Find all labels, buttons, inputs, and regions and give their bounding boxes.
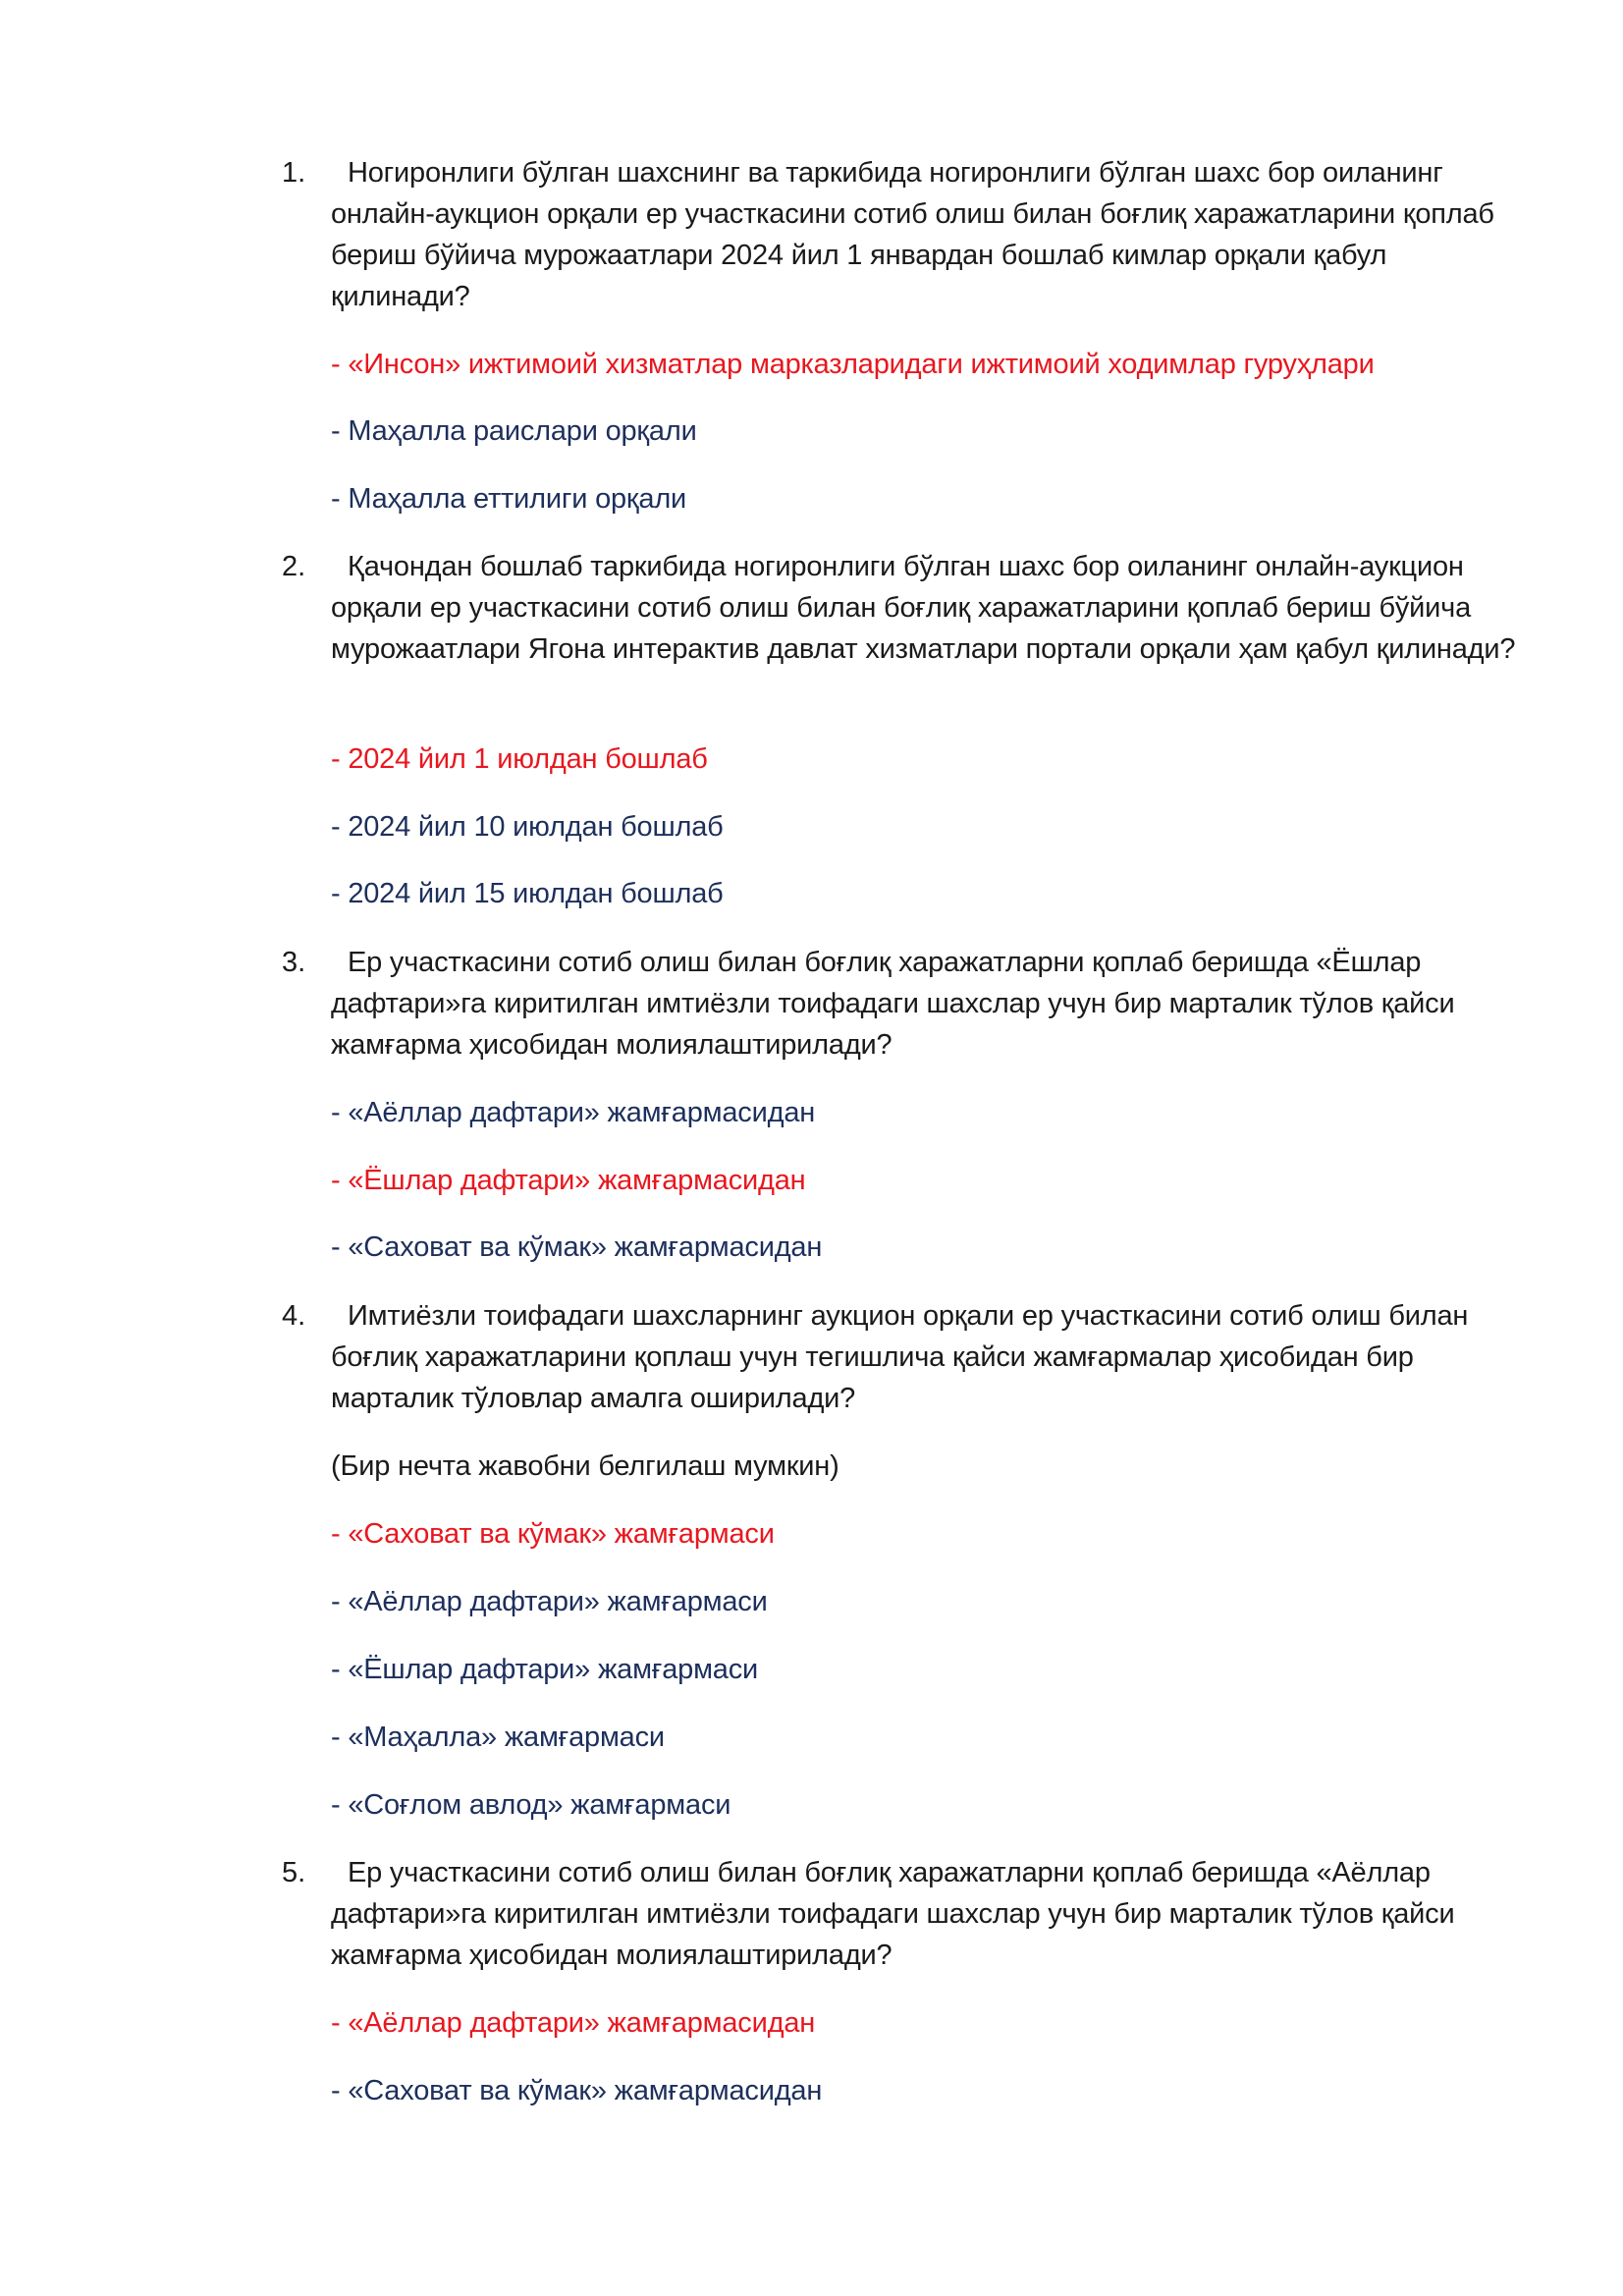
question-number: 1. bbox=[282, 157, 306, 189]
answer-option: - «Маҳалла» жамғармаси bbox=[331, 1722, 665, 1753]
answer-option-correct: - «Аёллар дафтари» жамғармасидан bbox=[331, 2007, 816, 2039]
question-number: 2. bbox=[282, 551, 306, 582]
question-number: 4. bbox=[282, 1300, 306, 1332]
answer-option-correct: - «Саховат ва кўмак» жамғармаси bbox=[331, 1518, 775, 1550]
question-number: 5. bbox=[282, 1857, 306, 1888]
question-note: (Бир нечта жавобни белгилаш мумкин) bbox=[331, 1450, 839, 1482]
answer-option: - 2024 йил 10 июлдан бошлаб bbox=[331, 811, 724, 843]
answer-option: - «Соғлом авлод» жамғармаси bbox=[331, 1789, 731, 1821]
question-text: Ер участкасини сотиб олиш билан боғлиқ харажатларни қоплаб беришда «Аёллар дафтари»га киритилган имтиёзли тоифадаги шахслар учун бир марталик тўлов қайси жамғарма ҳисобидан молиялаштирилади? bbox=[331, 1857, 1455, 1971]
question-4 bbox=[282, 1295, 1519, 1419]
question-text: Қачондан бошлаб таркибида ногиронлиги бўлган шахс бор оиланинг онлайн-аукцион орқали ер участкасини сотиб олиш билан боғлиқ харажатларини қоплаб бериш бўйича мурожаатлари Ягона интерактив давлат хизматлари портали орқали ҳам қабул қилинади? bbox=[331, 551, 1516, 665]
answer-option: - «Ёшлар дафтари» жамғармаси bbox=[331, 1654, 759, 1685]
answer-option: - «Саховат ва кўмак» жамғармасидан bbox=[331, 1231, 823, 1263]
question-text: Ер участкасини сотиб олиш билан боғлиқ харажатларни қоплаб беришда «Ёшлар дафтари»га киритилган имтиёзли тоифадаги шахслар учун бир марталик тўлов қайси жамғарма ҳисобидан молиялаштирилади? bbox=[331, 947, 1455, 1061]
answer-option: - Маҳалла еттилиги орқали bbox=[331, 483, 687, 515]
question-text: Имтиёзли тоифадаги шахсларнинг аукцион орқали ер участкасини сотиб олиш билан боғлиқ харажатларини қоплаш учун тегишлича қайси жамғармалар ҳисобидан бир марталик тўловлар амалга оширилади? bbox=[331, 1300, 1469, 1414]
answer-option-correct: - «Инсон» ижтимоий хизматлар марказларидаги ижтимоий ходимлар гуруҳлари bbox=[331, 349, 1375, 380]
question-1 bbox=[282, 152, 1519, 317]
question-number: 3. bbox=[282, 947, 306, 978]
answer-option: - «Аёллар дафтари» жамғармаси bbox=[331, 1586, 768, 1617]
answer-option: - Маҳалла раислари орқали bbox=[331, 415, 697, 447]
question-3 bbox=[282, 942, 1519, 1066]
answer-option-correct: - «Ёшлар дафтари» жамғармасидан bbox=[331, 1165, 806, 1196]
question-5 bbox=[282, 1852, 1519, 1976]
answer-option: - «Саховат ва кўмак» жамғармасидан bbox=[331, 2075, 823, 2106]
answer-option: - «Аёллар дафтари» жамғармасидан bbox=[331, 1097, 816, 1128]
question-text: Ногиронлиги бўлган шахснинг ва таркибида ногиронлиги бўлган шахс бор оиланинг онлайн-аукцион орқали ер участкасини сотиб олиш билан боғлиқ харажатларини қоплаб бериш бўйича мурожаатлари 2024 йил 1 январдан бошлаб кимлар орқали қабул қилинади? bbox=[331, 157, 1494, 312]
answer-option-correct: - 2024 йил 1 июлдан бошлаб bbox=[331, 743, 708, 775]
answer-option: - 2024 йил 15 июлдан бошлаб bbox=[331, 878, 724, 909]
question-2 bbox=[282, 546, 1519, 670]
